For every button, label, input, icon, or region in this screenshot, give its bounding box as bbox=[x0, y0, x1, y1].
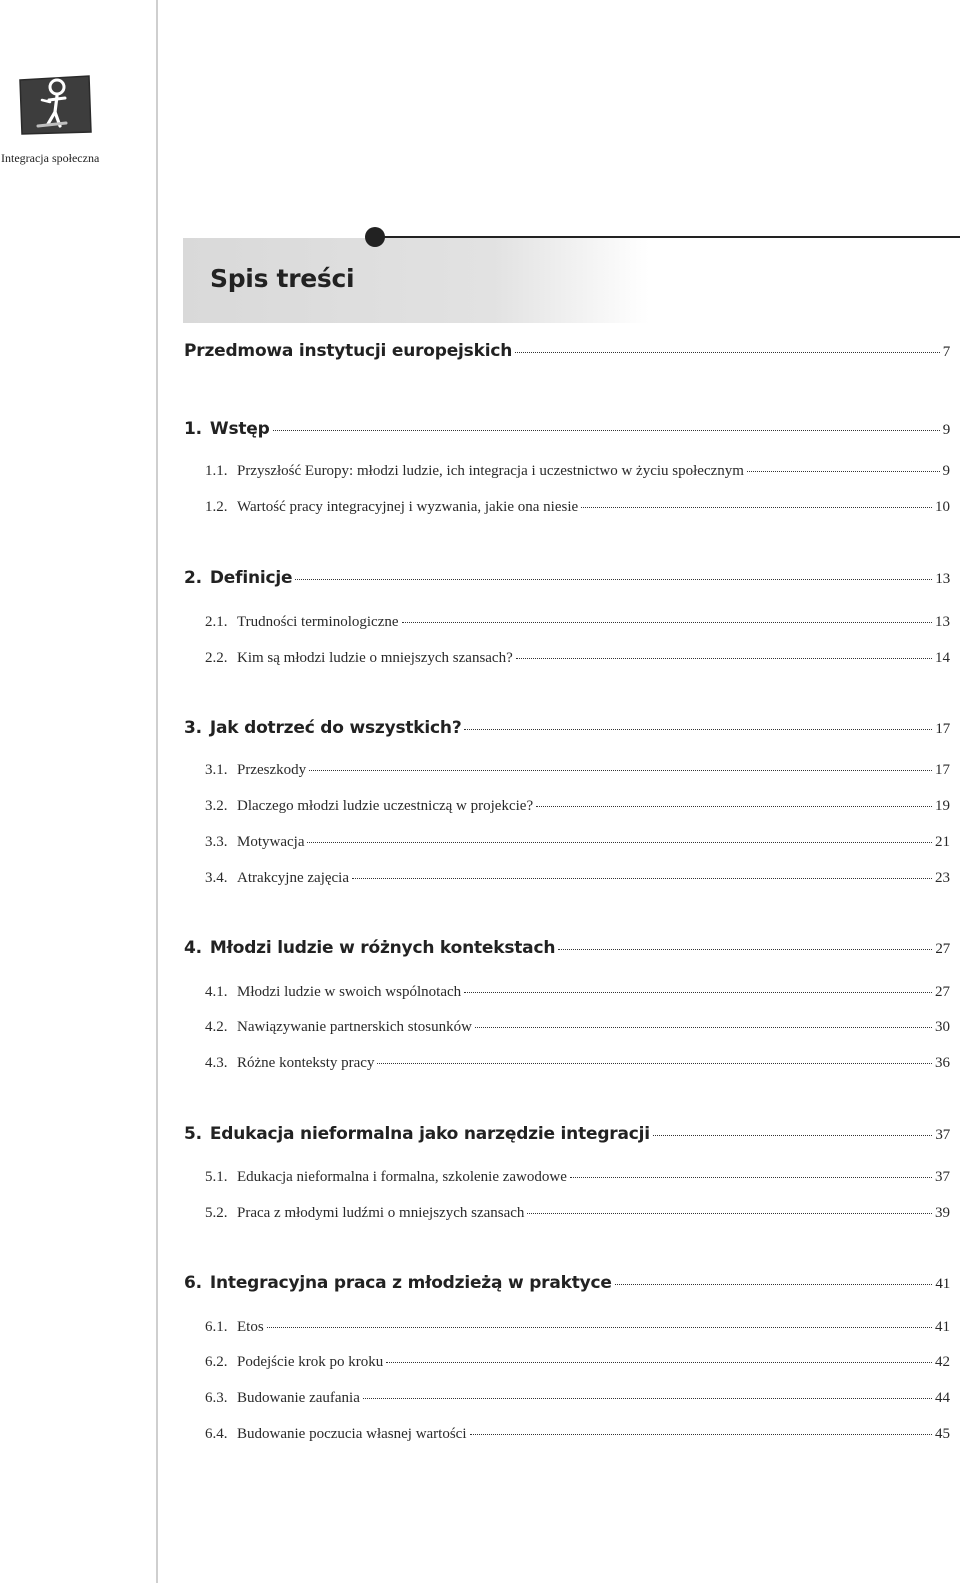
toc-entry-chapter-4[interactable] bbox=[184, 938, 950, 958]
header-line bbox=[375, 236, 960, 238]
toc-entry-label: Edukacja nieformalna jako narzędzie integracji bbox=[209, 1124, 650, 1144]
toc-entry-label: Przeszkody bbox=[237, 762, 307, 778]
dot-leader bbox=[307, 842, 932, 843]
toc-entry-6-2[interactable] bbox=[205, 1354, 950, 1371]
dot-leader bbox=[516, 658, 932, 659]
toc-entry-label: Motywacja bbox=[237, 834, 305, 850]
toc-entry-1-2[interactable] bbox=[205, 499, 950, 516]
toc-entry-page: 44 bbox=[935, 1390, 950, 1406]
toc-entry-number: 6. bbox=[184, 1273, 202, 1293]
toc-entry-page: 21 bbox=[935, 834, 950, 850]
toc-entry-6-3[interactable] bbox=[205, 1390, 950, 1407]
toc-entry-label: Przedmowa instytucji europejskich bbox=[184, 341, 513, 361]
toc-entry-6-4[interactable] bbox=[205, 1426, 950, 1443]
toc-entry-chapter-5[interactable] bbox=[184, 1124, 950, 1144]
toc-entry-2-1[interactable] bbox=[205, 614, 950, 631]
toc-entry-chapter-6[interactable] bbox=[184, 1273, 950, 1293]
toc-entry-number: 4.2. bbox=[205, 1019, 228, 1035]
toc-entry-number: 2. bbox=[184, 568, 202, 588]
toc-entry-label: Atrakcyjne zajęcia bbox=[237, 870, 350, 886]
margin-rule bbox=[156, 0, 158, 1583]
toc-entry-4-1[interactable] bbox=[205, 984, 950, 1001]
toc-entry-label: Edukacja nieformalna i formalna, szkolenie zawodowe bbox=[237, 1169, 567, 1185]
series-label: Integracja społeczna bbox=[1, 151, 100, 165]
toc-entry-page: 45 bbox=[935, 1426, 950, 1442]
toc-entry-number: 1.2. bbox=[205, 499, 228, 515]
toc-entry-label: Wartość pracy integracyjnej i wyzwania, jakie ona niesie bbox=[237, 499, 579, 515]
toc-entry-number: 5.2. bbox=[205, 1205, 228, 1221]
toc-entry-number: 4.3. bbox=[205, 1055, 228, 1071]
page-title: Spis treści bbox=[210, 264, 355, 293]
toc-entry-2-2[interactable] bbox=[205, 650, 950, 667]
toc-entry-page: 13 bbox=[935, 614, 950, 630]
toc-entry-number: 3.4. bbox=[205, 870, 228, 886]
dot-leader bbox=[402, 622, 932, 623]
dot-leader bbox=[464, 729, 932, 730]
dot-leader bbox=[470, 1434, 932, 1435]
toc-entry-label: Budowanie zaufania bbox=[237, 1390, 360, 1406]
toc-entry-number: 3.1. bbox=[205, 762, 228, 778]
toc-entry-label: Młodzi ludzie w różnych kontekstach bbox=[209, 938, 556, 958]
figure-logo-icon bbox=[18, 74, 92, 136]
toc-entry-number: 6.2. bbox=[205, 1354, 228, 1370]
toc-entry-3-2[interactable] bbox=[205, 798, 950, 815]
toc-entry-label: Praca z młodymi ludźmi o mniejszych szansach bbox=[237, 1205, 525, 1221]
toc-entry-number: 6.1. bbox=[205, 1319, 228, 1335]
toc-entry-label: Definicje bbox=[209, 568, 293, 588]
toc-entry-number: 3. bbox=[184, 718, 202, 738]
toc-entry-chapter-3[interactable] bbox=[184, 718, 950, 738]
toc-entry-4-3[interactable] bbox=[205, 1055, 950, 1072]
toc-entry-label: Budowanie poczucia własnej wartości bbox=[237, 1426, 467, 1442]
toc-entry-page: 37 bbox=[935, 1169, 950, 1185]
toc-entry-6-1[interactable] bbox=[205, 1319, 950, 1336]
toc-entry-page: 17 bbox=[935, 762, 950, 778]
toc-entry-page: 27 bbox=[935, 984, 950, 1000]
toc-entry-label: Trudności terminologiczne bbox=[237, 614, 399, 630]
toc-entry-number: 6.3. bbox=[205, 1390, 228, 1406]
toc-entry-3-4[interactable] bbox=[205, 870, 950, 887]
dot-leader bbox=[273, 430, 940, 431]
toc-entry-chapter-2[interactable] bbox=[184, 568, 950, 588]
header-dot bbox=[365, 227, 385, 247]
toc-entry-number: 2.2. bbox=[205, 650, 228, 666]
toc-entry-number: 3.3. bbox=[205, 834, 228, 850]
toc-entry-label: Etos bbox=[237, 1319, 264, 1335]
dot-leader bbox=[536, 806, 932, 807]
dot-leader bbox=[570, 1177, 932, 1178]
dot-leader bbox=[747, 471, 940, 472]
toc-entry-page: 42 bbox=[935, 1354, 950, 1370]
toc-entry-number: 3.2. bbox=[205, 798, 228, 814]
toc-entry-3-1[interactable] bbox=[205, 762, 950, 779]
toc-entry-page: 37 bbox=[935, 1127, 950, 1143]
dot-leader bbox=[309, 770, 932, 771]
series-logo bbox=[18, 74, 92, 136]
toc-entry-page: 17 bbox=[935, 721, 950, 737]
toc-entry-1-1[interactable] bbox=[205, 463, 950, 480]
dot-leader bbox=[581, 507, 932, 508]
dot-leader bbox=[475, 1027, 932, 1028]
toc-entry-page: 41 bbox=[935, 1319, 950, 1335]
dot-leader bbox=[464, 992, 932, 993]
toc-entry-number: 4.1. bbox=[205, 984, 228, 1000]
toc-entry-3-3[interactable] bbox=[205, 834, 950, 851]
toc-entry-number: 6.4. bbox=[205, 1426, 228, 1442]
dot-leader bbox=[377, 1063, 932, 1064]
dot-leader bbox=[295, 579, 932, 580]
toc-entry-preface[interactable] bbox=[184, 341, 950, 361]
toc-entry-page: 23 bbox=[935, 870, 950, 886]
toc-entry-label: Wstęp bbox=[209, 419, 270, 439]
dot-leader bbox=[267, 1327, 932, 1328]
toc-entry-page: 9 bbox=[942, 463, 950, 479]
toc-entry-label: Jak dotrzeć do wszystkich? bbox=[209, 718, 462, 738]
dot-leader bbox=[352, 878, 932, 879]
toc-entry-page: 14 bbox=[935, 650, 950, 666]
toc-entry-page: 7 bbox=[942, 344, 950, 360]
toc-entry-label: Różne konteksty pracy bbox=[237, 1055, 375, 1071]
toc-entry-4-2[interactable] bbox=[205, 1019, 950, 1036]
toc-entry-page: 9 bbox=[942, 422, 950, 438]
toc-entry-number: 1.1. bbox=[205, 463, 228, 479]
dot-leader bbox=[363, 1398, 932, 1399]
toc-entry-label: Integracyjna praca z młodzieżą w praktyce bbox=[209, 1273, 612, 1293]
toc-entry-label: Dlaczego młodzi ludzie uczestniczą w projekcie? bbox=[237, 798, 534, 814]
toc-entry-page: 41 bbox=[935, 1276, 950, 1292]
toc-entry-number: 1. bbox=[184, 419, 202, 439]
toc-entry-page: 19 bbox=[935, 798, 950, 814]
toc-entry-label: Przyszłość Europy: młodzi ludzie, ich integracja i uczestnictwo w życiu społecznym bbox=[237, 463, 744, 479]
toc-entry-number: 5.1. bbox=[205, 1169, 228, 1185]
toc-entry-page: 13 bbox=[935, 571, 950, 587]
toc-entry-label: Kim są młodzi ludzie o mniejszych szansach? bbox=[237, 650, 513, 666]
toc-entry-5-1[interactable] bbox=[205, 1169, 950, 1186]
toc-entry-page: 39 bbox=[935, 1205, 950, 1221]
toc-entry-number: 2.1. bbox=[205, 614, 228, 630]
toc-entry-page: 36 bbox=[935, 1055, 950, 1071]
dot-leader bbox=[558, 949, 932, 950]
toc-entry-number: 4. bbox=[184, 938, 202, 958]
toc-entry-label: Młodzi ludzie w swoich wspólnotach bbox=[237, 984, 462, 1000]
toc-entry-chapter-1[interactable] bbox=[184, 419, 950, 439]
toc-entry-page: 27 bbox=[935, 941, 950, 957]
toc-entry-label: Nawiązywanie partnerskich stosunków bbox=[237, 1019, 472, 1035]
dot-leader bbox=[653, 1135, 933, 1136]
dot-leader bbox=[527, 1213, 932, 1214]
toc-entry-page: 30 bbox=[935, 1019, 950, 1035]
dot-leader bbox=[386, 1362, 932, 1363]
toc-entry-5-2[interactable] bbox=[205, 1205, 950, 1222]
dot-leader bbox=[515, 352, 940, 353]
toc-entry-page: 10 bbox=[935, 499, 950, 515]
dot-leader bbox=[615, 1284, 933, 1285]
toc-entry-label: Podejście krok po kroku bbox=[237, 1354, 384, 1370]
toc-entry-number: 5. bbox=[184, 1124, 202, 1144]
